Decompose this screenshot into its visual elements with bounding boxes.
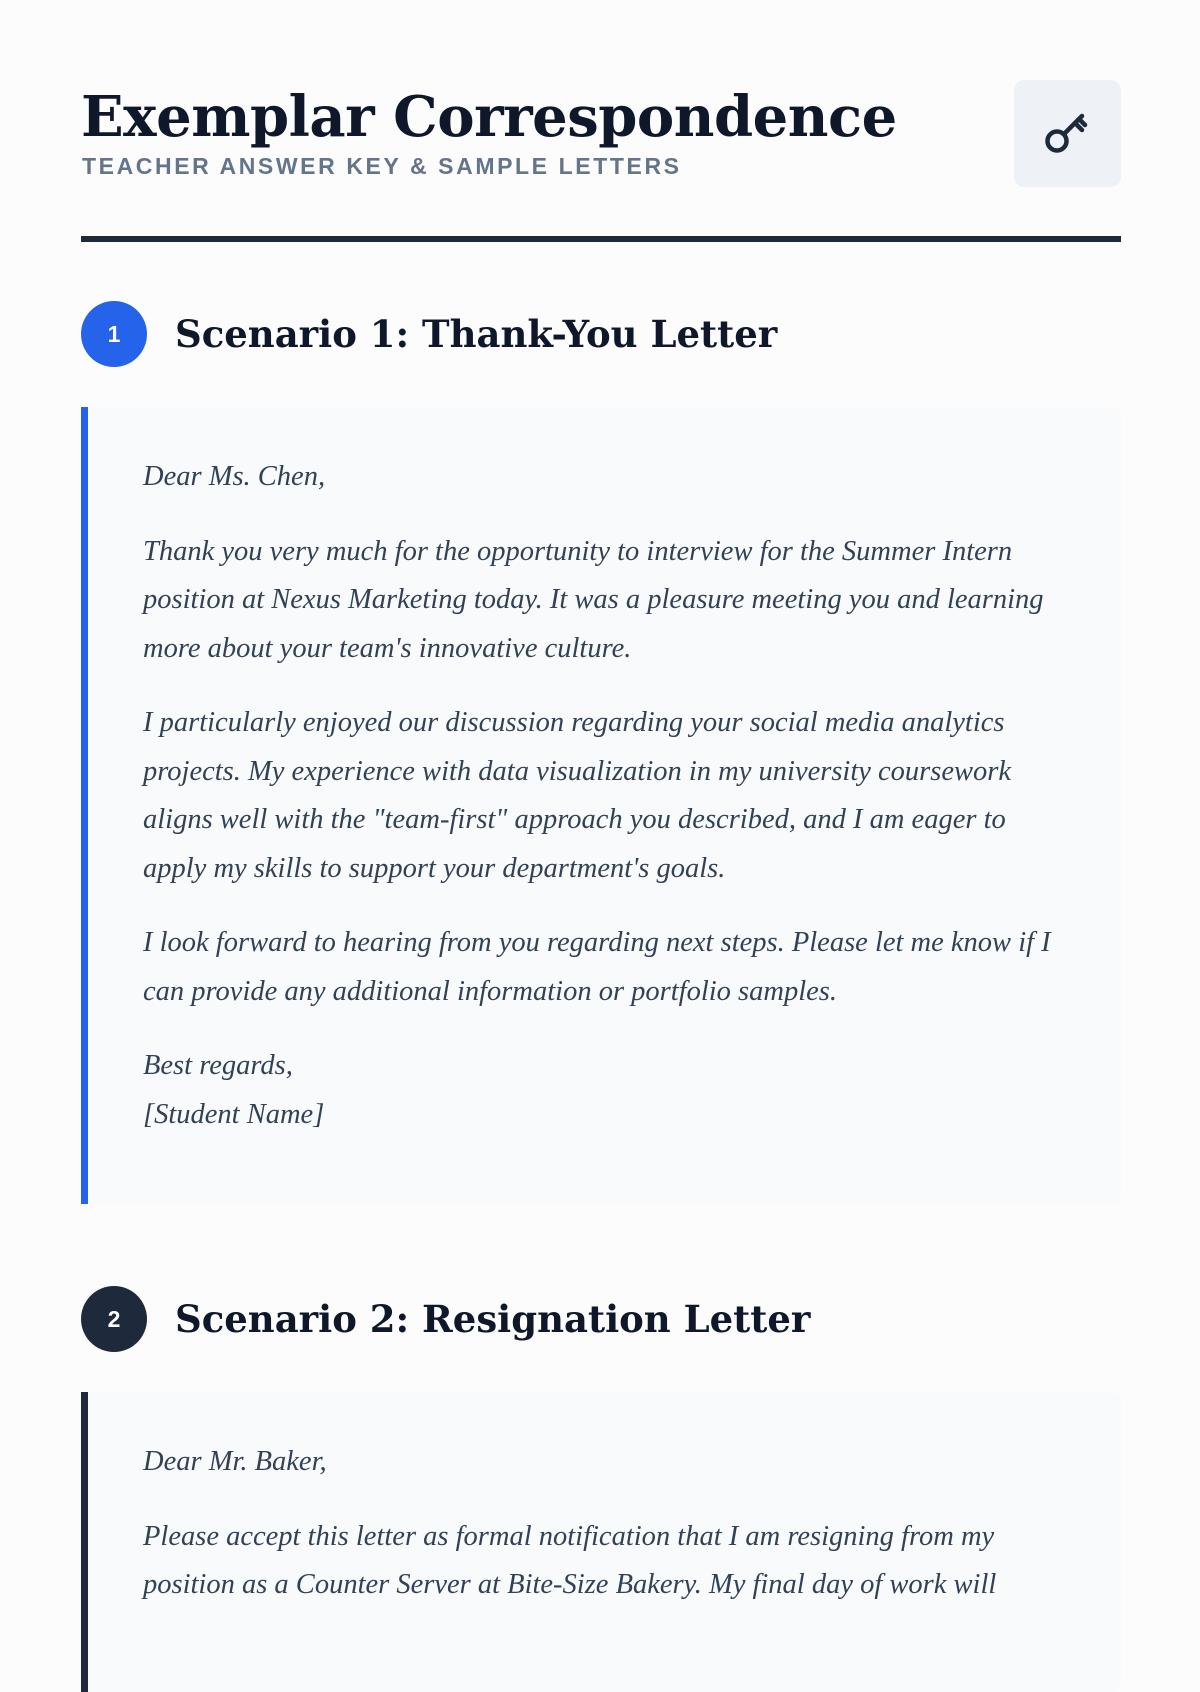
page-subtitle: TEACHER ANSWER KEY & SAMPLE LETTERS [82, 153, 682, 179]
answer-key-button[interactable] [1014, 80, 1121, 187]
scenario-2-header [81, 1286, 810, 1352]
scenario-number-badge: 1 [81, 301, 147, 367]
scenario-number-badge: 2 [81, 1286, 147, 1352]
letter-paragraph: Please accept this letter as formal notification that I am resigning from my position as a Counter Server at Bite-Size Bakery. My final day of work will [143, 1520, 997, 1600]
scenario-1-header [81, 301, 777, 367]
letter-closing: Best regards, [143, 1050, 293, 1081]
key-icon [1042, 108, 1094, 160]
letter-paragraph: I look forward to hearing from you regarding next steps. Please let me know if I can provide any additional information or portfolio samples. [143, 927, 1051, 1007]
page-header [81, 0, 1121, 242]
letter-paragraph: I particularly enjoyed our discussion regarding your social media analytics projects. My experience with data visualization in my university coursework aligns well with the "team-first" approach you described, and I am eager to apply my skills to support your department's goals. [143, 707, 1012, 884]
scenario-1-letter [81, 407, 1121, 1204]
scenario-2-letter [81, 1392, 1121, 1692]
scenario-title: Scenario 2: Resignation Letter [175, 1297, 811, 1341]
letter-signature: [Student Name] [143, 1098, 325, 1130]
letter-salutation: Dear Ms. Chen, [143, 461, 326, 492]
scenario-title: Scenario 1: Thank-You Letter [175, 312, 778, 356]
answer-key-page [81, 0, 1121, 1600]
page-title: Exemplar Correspondence [81, 84, 897, 150]
letter-salutation: Dear Mr. Baker, [143, 1446, 327, 1477]
letter-paragraph: Thank you very much for the opportunity to interview for the Summer Intern position at Nexus Marketing today. It was a pleasure meeting you and learning more about your team's innovative culture. [143, 535, 1044, 664]
